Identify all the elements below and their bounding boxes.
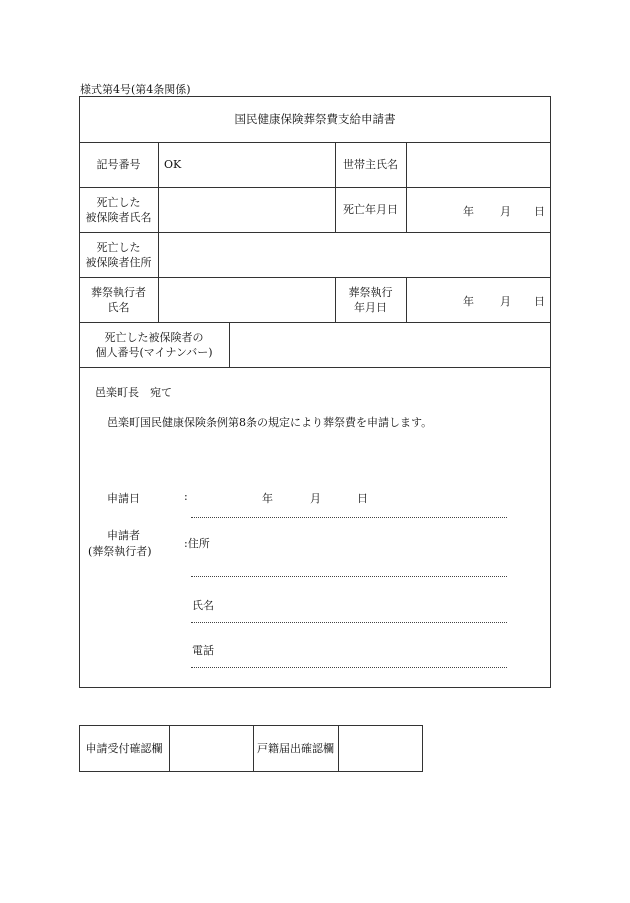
death-date-field[interactable] — [407, 188, 550, 231]
death-date-month: 月 — [500, 205, 511, 218]
death-date-label: 死亡年月日 — [343, 203, 398, 216]
apply-date-month: 月 — [310, 492, 321, 505]
applicant-label-line1: 申請者 — [107, 529, 140, 542]
funeral-date-month: 月 — [500, 295, 511, 308]
reception-confirm-field[interactable] — [170, 726, 252, 771]
apply-date-year: 年 — [262, 492, 273, 505]
applicant-name-label: 氏名 — [192, 599, 214, 612]
applicant-address-label: :住所 — [184, 537, 210, 550]
funeral-executor-name-label-line2: 氏名 — [107, 300, 130, 314]
apply-date-day: 日 — [357, 492, 368, 505]
funeral-date-label — [335, 277, 406, 322]
deceased-address-label-line2: 被保険者住所 — [85, 255, 152, 269]
deceased-address-field[interactable] — [159, 233, 550, 276]
deceased-address-label — [79, 232, 158, 277]
death-date-year: 年 — [463, 205, 474, 218]
applicant-phone-label: 電話 — [192, 644, 214, 657]
apply-date-input-line[interactable] — [191, 517, 507, 518]
funeral-date-field[interactable] — [407, 278, 550, 321]
form-number: 様式第4号(第4条関係) — [80, 83, 191, 96]
koseki-confirm-field[interactable] — [339, 726, 422, 771]
form-title: 国民健康保険葬祭費支給申請書 — [234, 111, 396, 126]
reception-confirm-label: 申請受付確認欄 — [85, 742, 163, 755]
funeral-date-label-line1: 葬祭執行 — [348, 285, 393, 299]
kigou-bangou-label: 記号番号 — [96, 158, 141, 171]
kigou-bangou-field[interactable]: OK — [164, 158, 182, 171]
my-number-label-line1: 死亡した被保険者の — [104, 330, 204, 344]
application-statement: 邑楽町国民健康保険条例第8条の規定により葬祭費を申請します。 — [107, 416, 433, 429]
applicant-label-line2: (葬祭執行者) — [88, 545, 152, 558]
deceased-address-label-line1: 死亡した — [96, 240, 141, 254]
funeral-executor-name-field[interactable] — [159, 278, 334, 321]
applicant-phone-input-line[interactable] — [191, 667, 507, 668]
apply-date-colon: : — [184, 490, 188, 503]
funeral-date-day: 日 — [534, 295, 545, 308]
deceased-name-label-line1: 死亡した — [96, 195, 141, 209]
setainushi-label: 世帯主氏名 — [343, 158, 398, 171]
my-number-field[interactable] — [230, 323, 550, 366]
deceased-name-label — [79, 187, 158, 232]
setainushi-field[interactable] — [410, 142, 548, 187]
funeral-date-year: 年 — [463, 295, 474, 308]
deceased-name-label-line2: 被保険者氏名 — [85, 210, 152, 224]
funeral-executor-name-label-line1: 葬祭執行者 — [91, 285, 146, 299]
koseki-confirm-label: 戸籍届出確認欄 — [257, 742, 334, 755]
funeral-date-label-line2: 年月日 — [354, 300, 387, 314]
applicant-address-input-line[interactable] — [191, 576, 507, 577]
my-number-label-line2: 個人番号(マイナンバー) — [95, 345, 213, 359]
addressee: 邑楽町長 宛て — [95, 386, 172, 399]
applicant-name-input-line[interactable] — [191, 622, 507, 623]
death-date-day: 日 — [534, 205, 545, 218]
my-number-label — [79, 322, 229, 367]
deceased-name-field[interactable] — [159, 188, 334, 231]
funeral-executor-name-label — [79, 277, 158, 322]
apply-date-label: 申請日 — [107, 492, 140, 505]
